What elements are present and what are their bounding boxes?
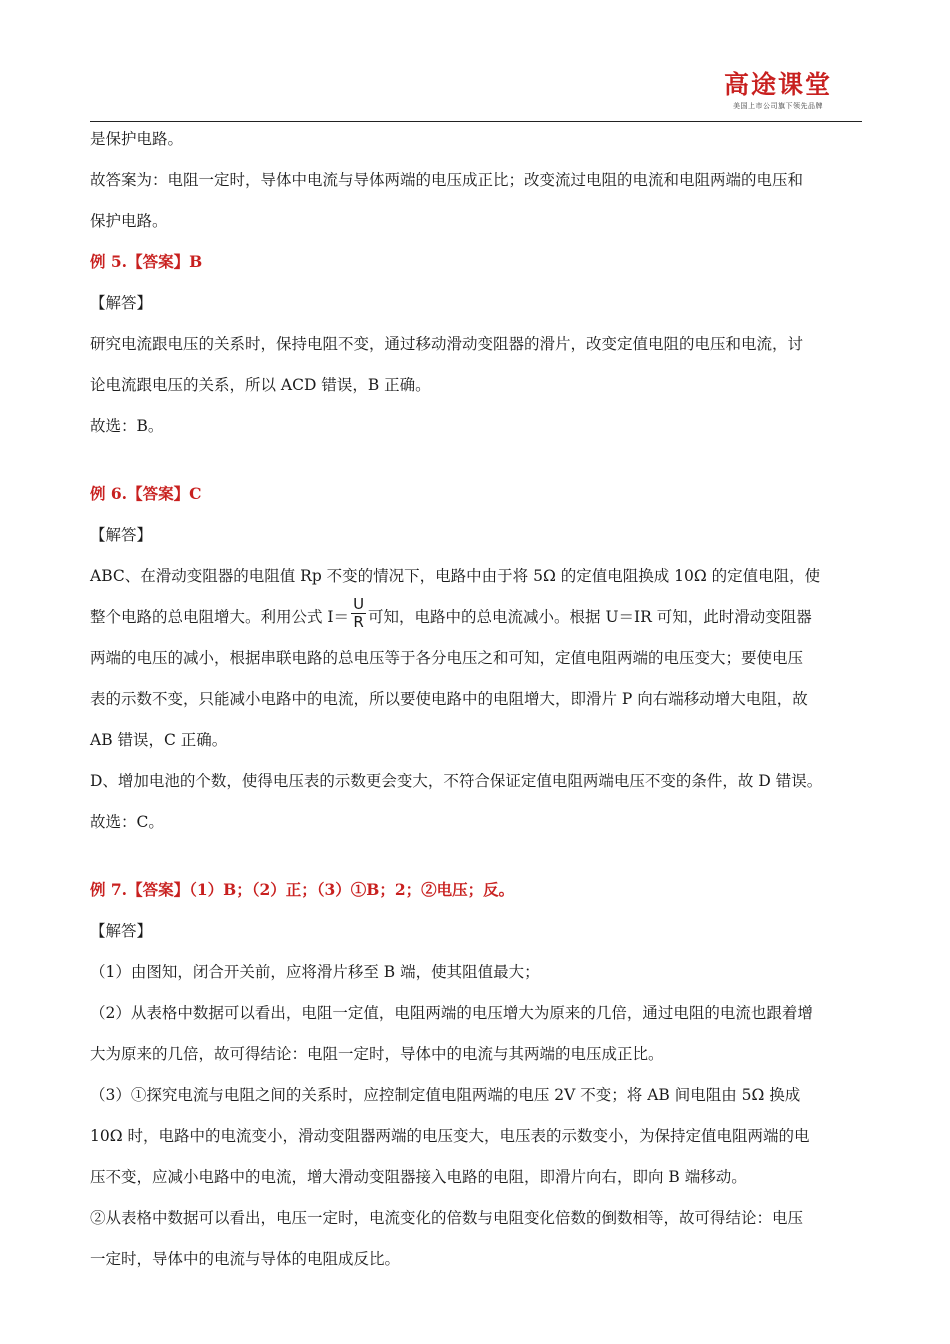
text-line: （2）从表格中数据可以看出，电阻一定值，电阻两端的电压增大为原来的几倍，通过电阻的电流也跟着增 [90, 1004, 813, 1022]
text-line: 研究电流跟电压的关系时，保持电阻不变，通过移动滑动变阻器的滑片，改变定值电阻的电压和电流，讨 [90, 335, 804, 353]
choice-line: 故选：B。 [90, 417, 164, 435]
solution-label: 【解答】 [90, 294, 153, 312]
solution-label: 【解答】 [90, 922, 153, 940]
text-line: （3）①探究电流与电阻之间的关系时，应控制定值电阻两端的电压 2V 不变；将 AB 间电阻由 5Ω 换成 [90, 1086, 801, 1104]
text-line: 大为原来的几倍，故可得结论：电阻一定时，导体中的电流与其两端的电压成正比。 [90, 1045, 664, 1063]
text-line: 压不变，应减小电路中的电流，增大滑动变阻器接入电路的电阻，即滑片向右，即向 B 端移动。 [90, 1168, 747, 1186]
text-line: 一定时，导体中的电流与导体的电阻成反比。 [90, 1250, 401, 1268]
example-5-heading: 例 5.【答案】B [90, 252, 203, 271]
text-line: 表的示数不变，只能减小电路中的电流，所以要使电路中的电阻增大，即滑片 P 向右端移动增大电阻，故 [90, 690, 808, 708]
choice-line: 故选：C。 [90, 813, 164, 831]
text-line: 故答案为：电阻一定时，导体中电流与导体两端的电压成正比；改变流过电阻的电流和电阻两端的电压和 [90, 171, 804, 189]
fraction-numerator: U [353, 594, 365, 613]
brand-logo [724, 70, 832, 111]
formula-line [90, 594, 862, 631]
formula-text-after: 可知，电路中的总电流减小。根据 U＝IR 可知，此时滑动变阻器 [368, 608, 812, 626]
text-line: 两端的电压的减小，根据串联电路的总电压等于各分电压之和可知，定值电阻两端的电压变大；要使电压 [90, 649, 804, 667]
text-line: D、增加电池的个数，使得电压表的示数更会变大，不符合保证定值电阻两端电压不变的条件，故 D 错误。 [90, 772, 823, 790]
logo-subtitle: 美国上市公司旗下领先品牌 [732, 102, 823, 110]
example-7-answer: （1）B；（2）正；（3）①B；2；②电压；反。 [189, 880, 515, 899]
text-line: 是保护电路。 [90, 130, 184, 148]
formula-text-before: 整个电路的总电阻增大。利用公式 I＝ [90, 608, 350, 626]
answer-content [90, 126, 862, 1287]
current-formula-fraction [351, 596, 366, 631]
text-line: （1）由图知，闭合开关前，应将滑片移至 B 端，使其阻值最大； [90, 963, 540, 981]
text-line: 10Ω 时，电路中的电流变小，滑动变阻器两端的电压变大，电压表的示数变小，为保持定值电阻两端的电 [90, 1127, 810, 1145]
text-line: 论电流跟电压的关系，所以 ACD 错误，B 正确。 [90, 376, 431, 394]
example-6-heading: 例 6.【答案】C [90, 484, 202, 503]
text-line: AB 错误，C 正确。 [90, 731, 228, 749]
text-line: ②从表格中数据可以看出，电压一定时，电流变化的倍数与电阻变化倍数的倒数相等，故可得结论：电压 [90, 1209, 804, 1227]
solution-label: 【解答】 [90, 526, 153, 544]
text-line: ABC、在滑动变阻器的电阻值 Rp 不变的情况下，电路中由于将 5Ω 的定值电阻换成 10Ω 的定值电阻，使 [90, 567, 821, 585]
fraction-denominator: R [353, 612, 364, 631]
header-divider [90, 121, 862, 122]
text-line: 保护电路。 [90, 212, 168, 230]
example-7-prefix: 例 7.【答案】 [90, 880, 190, 899]
example-7-heading [90, 877, 862, 903]
logo-title: 高途课堂 [723, 70, 832, 99]
